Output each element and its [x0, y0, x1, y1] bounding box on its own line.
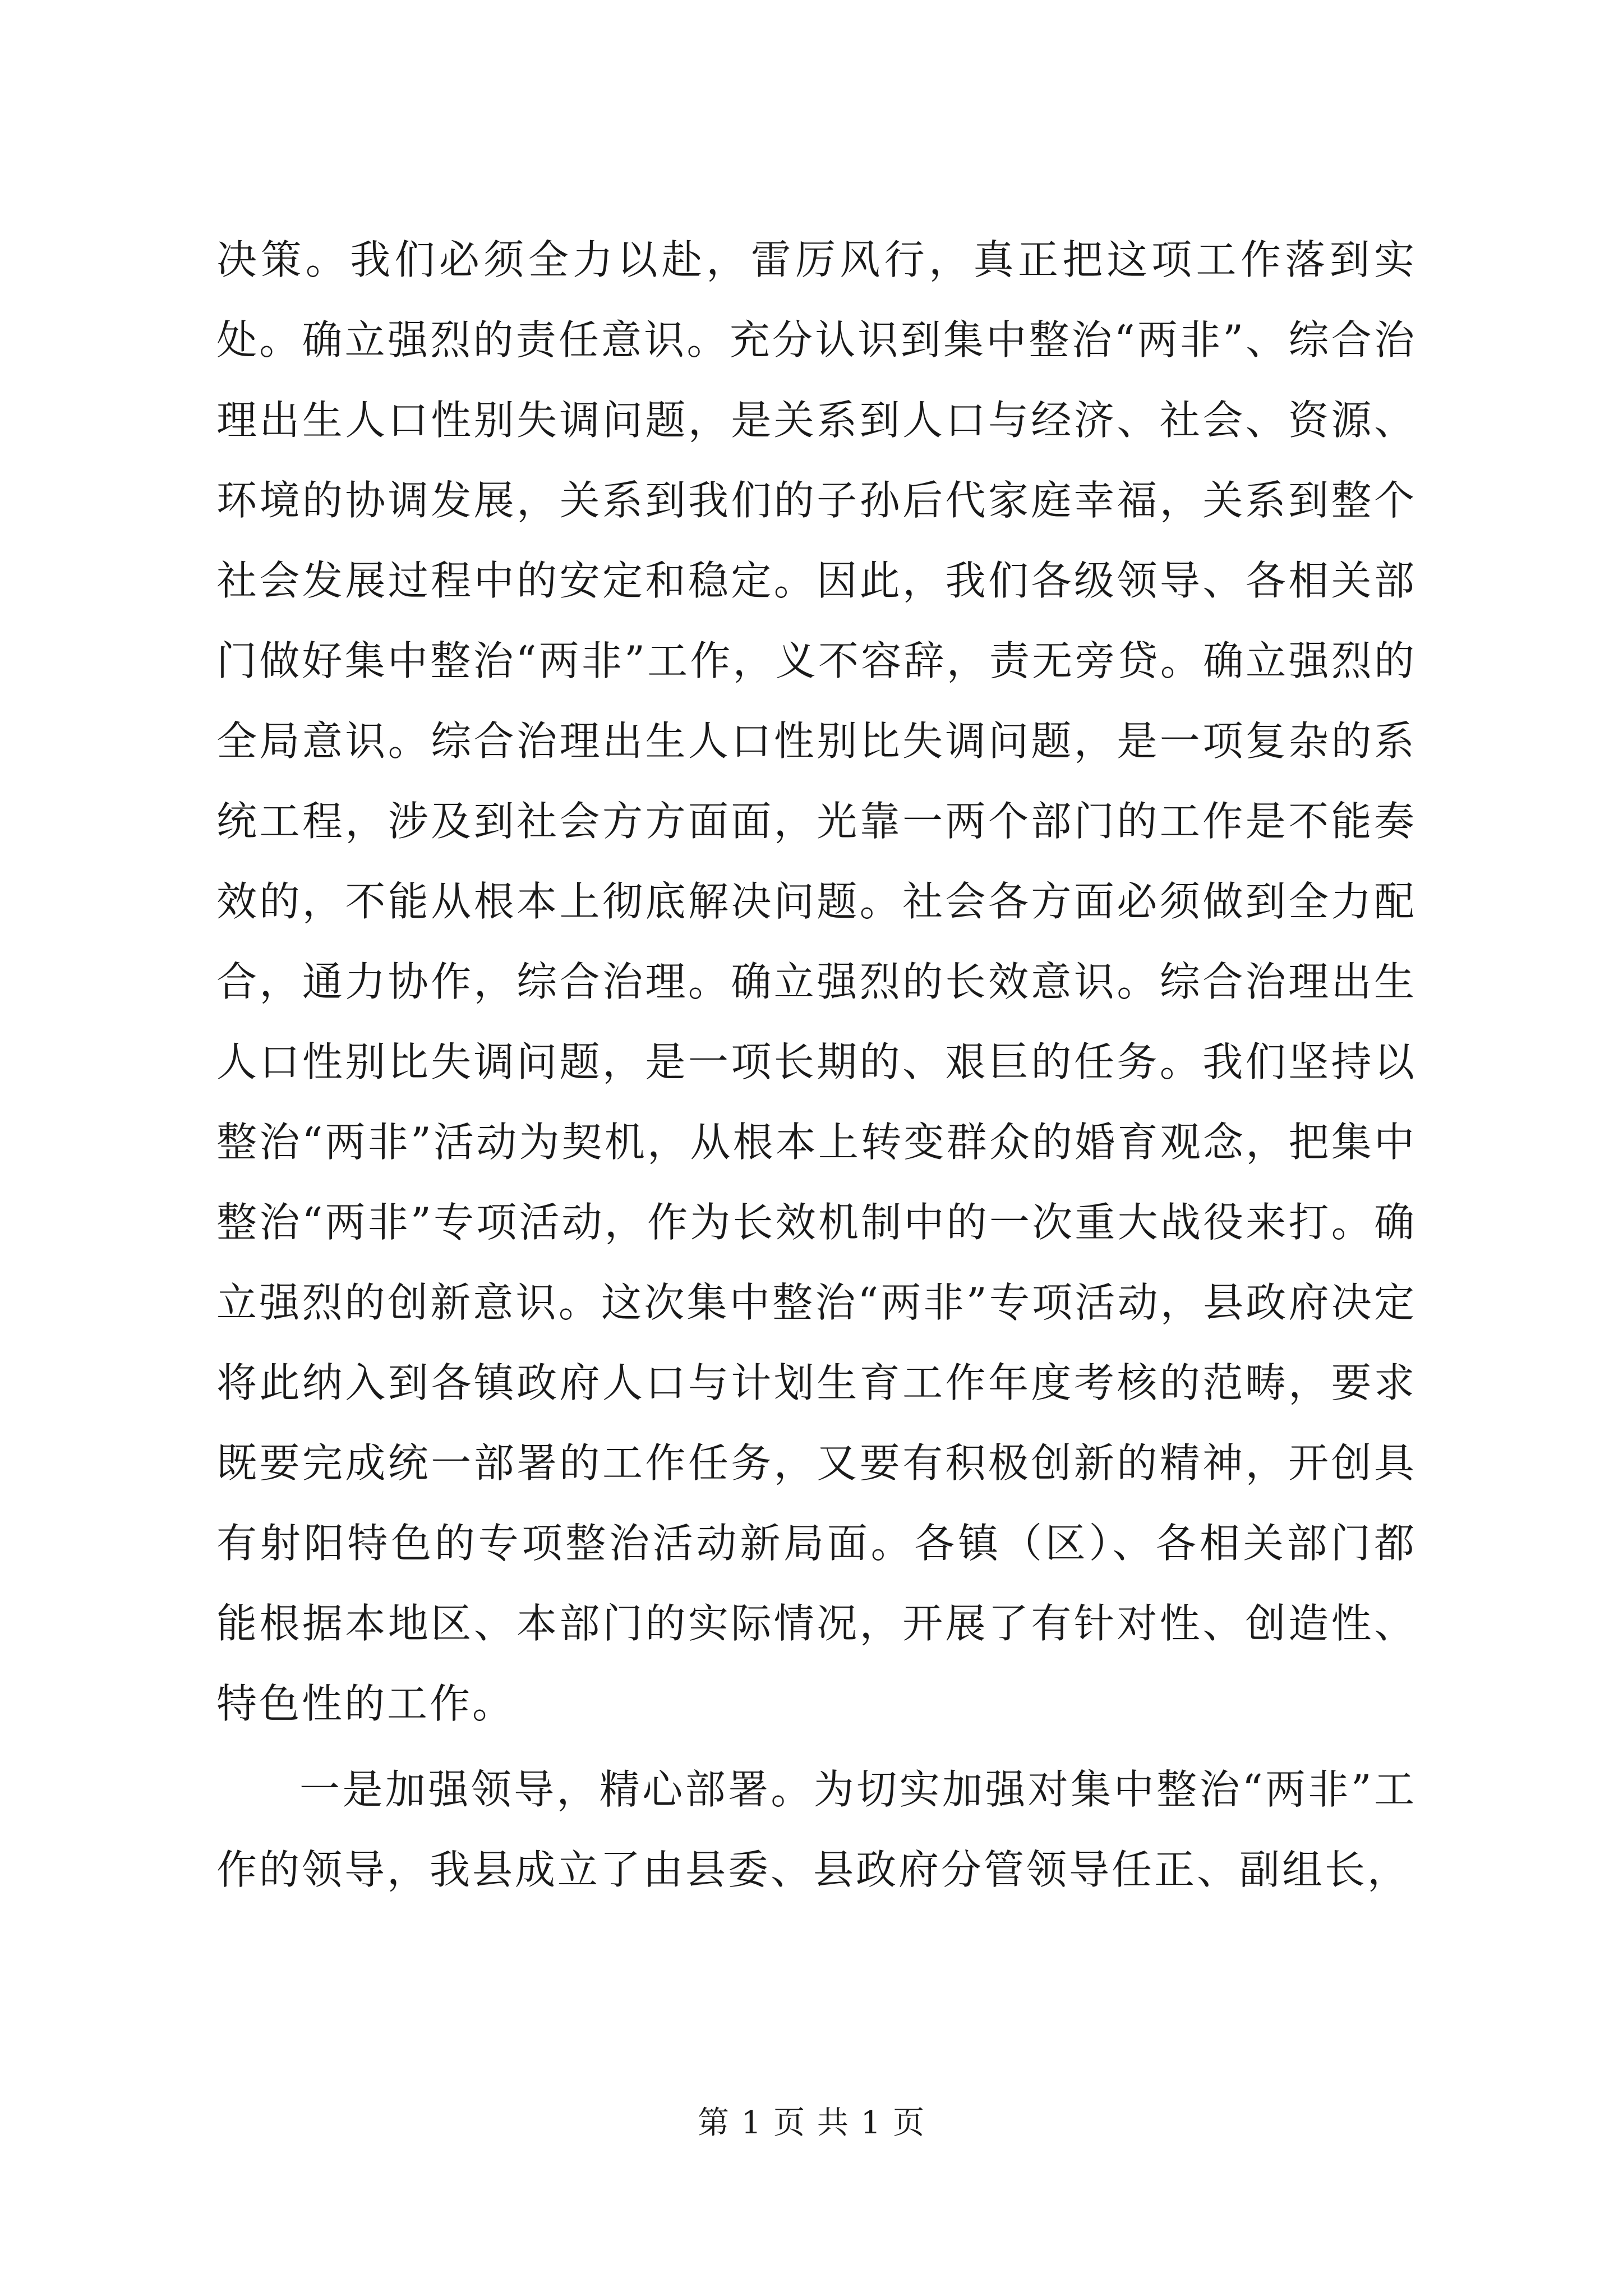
paragraph-continued: 决策。我们必须全力以赴，雷厉风行，真正把这项工作落到实处。确立强烈的责任意识。充分认识到集中整治“两非”、综合治理出生人口性别失调问题，是关系到人口与经济、社会、资源、环境的协调发展，关系到我们的子孙后代家庭幸福，关系到整个社会发展过程中的安定和稳定。因此，我们各级领导、各相关部门做好集中整治“两非”工作，义不容辞，责无旁贷。确立强烈的全局意识。综合治理出生人口性别比失调问题，是一项复杂的系统工程，涉及到社会方方面面，光靠一两个部门的工作是不能奏效的，不能从根本上彻底解决问题。社会各方面必须做到全力配合，通力协作，综合治理。确立强烈的长效意识。综合治理出生人口性别比失调问题，是一项长期的、艰巨的任务。我们坚持以整治“两非”活动为契机，从根本上转变群众的婚育观念，把集中整治“两非”专项活动，作为长效机制中的一次重大战役来打。确立强烈的创新意识。这次集中整治“两非”专项活动，县政府决定将此纳入到各镇政府人口与计划生育工作年度考核的范畴，要求既要完成统一部署的工作任务，又要有积极创新的精神，开创具有射阳特色的专项整治活动新局面。各镇（区）、各相关部门都能根据本地区、本部门的实际情况，开展了有针对性、创造性、特色性的工作。	[216, 236, 1417, 1727]
document-body	[216, 220, 1417, 1910]
paragraph-leadership: 一是加强领导，精心部署。为切实加强对集中整治“两非”工作的领导，我县成立了由县委、县政府分管领导任正、副组长，	[216, 1766, 1417, 1893]
page-footer: 第 1 页 共 1 页	[697, 2105, 926, 2141]
